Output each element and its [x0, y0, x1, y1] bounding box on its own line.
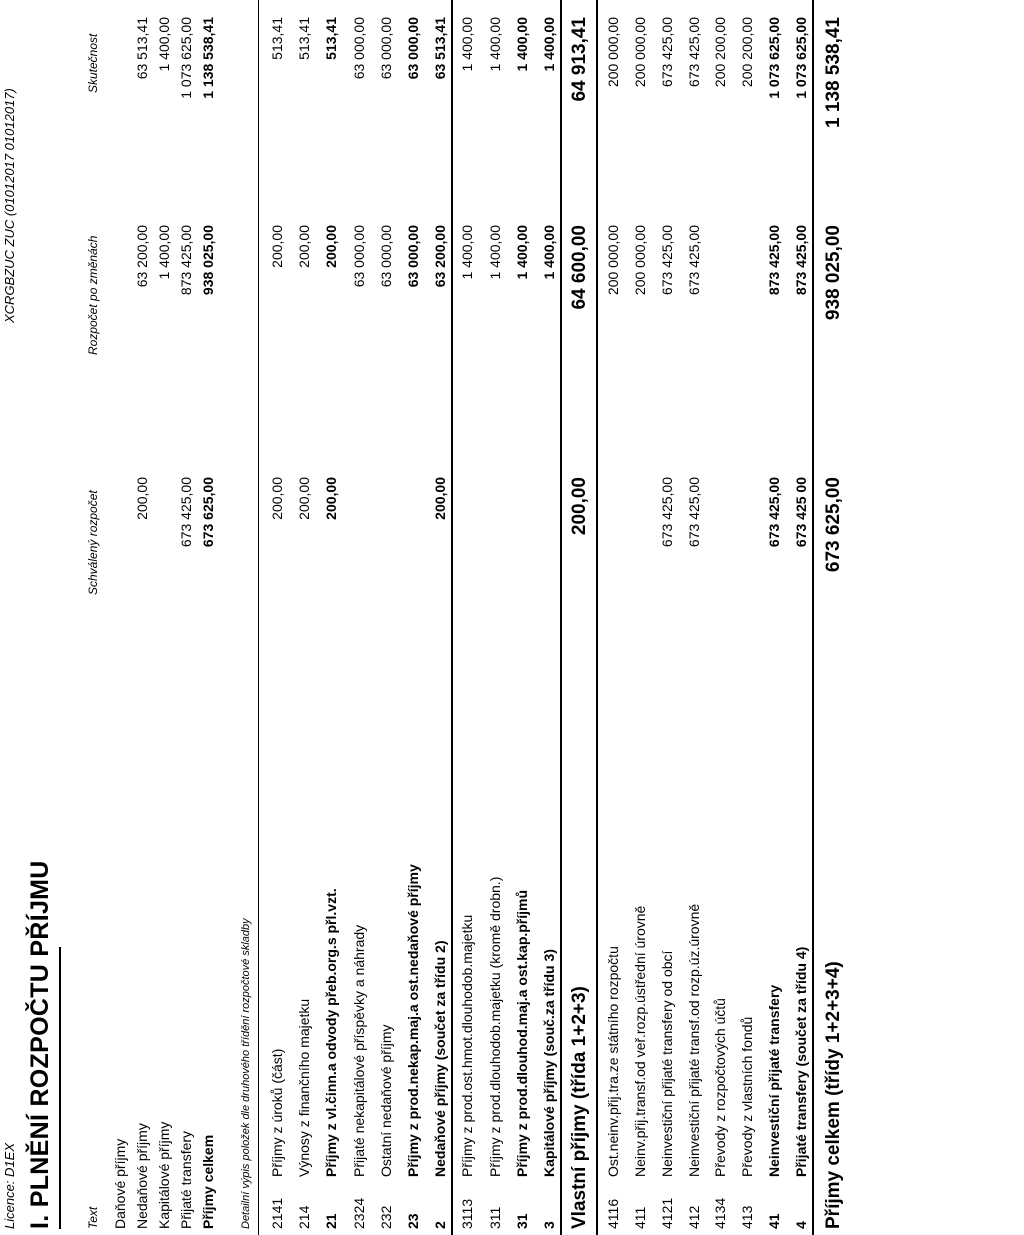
transfer-row: [627, 0, 653, 1235]
approved-value: 200,00: [432, 477, 449, 520]
item-code: 2: [432, 1221, 449, 1229]
actual-value: 673 425,00: [658, 17, 675, 88]
subtotal-rule: [451, 0, 453, 1235]
detail-row: [427, 0, 453, 1235]
actual-value: 1 073 625,00: [792, 17, 809, 99]
actual-value: 1 138 538,41: [200, 17, 216, 99]
item-label: Příjmy celkem (třídy 1+2+3+4): [822, 961, 844, 1229]
licence-label: Licence: D1EX: [2, 1143, 17, 1229]
report-id-label: XCRGBZUC ZUC (01012017 01012017): [2, 88, 17, 323]
item-label: Příjmy z prod.ost.hmot.dlouhodob.majetku: [459, 914, 476, 1177]
item-label: Převody z rozpočtových účtů: [712, 998, 729, 1177]
summary-row: [195, 0, 221, 1235]
after-changes-value: 63 000,00: [377, 225, 394, 288]
item-label: Kapitálové příjmy (souč.za třídu 3): [541, 949, 557, 1177]
item-code: 2324: [350, 1197, 367, 1229]
item-code: 21: [323, 1213, 340, 1229]
item-code: 2141: [269, 1197, 285, 1229]
detail-row: [509, 0, 535, 1235]
item-code: 412: [685, 1205, 702, 1229]
item-label: Daňové příjmy: [112, 1138, 128, 1229]
after-changes-value: 873 425,00: [178, 225, 194, 296]
own-income-row: [565, 0, 591, 1235]
actual-value: 513,41: [269, 17, 285, 60]
approved-value: 673 425,00: [658, 477, 675, 548]
detail-row: [454, 0, 480, 1235]
detail-row: [346, 0, 372, 1235]
actual-value: 200 200,00: [739, 17, 756, 88]
transfer-row: [707, 0, 733, 1235]
actual-value: 64 913,41: [569, 17, 591, 102]
approved-value: 673 425,00: [685, 477, 702, 548]
item-label: Neinvestiční přijaté transf.od rozp.úz.úrovně: [685, 903, 702, 1177]
approved-value: 200,00: [323, 477, 340, 520]
item-label: Kapitálové příjmy: [156, 1121, 172, 1229]
item-label: Příjmy z prod.dlouhod.maj.a ost.kap.příjmů: [513, 889, 530, 1177]
actual-value: 513,41: [323, 17, 340, 60]
detail-section-label: Detailní výpis položek dle druhového třídění rozpočtové skladby: [240, 918, 252, 1229]
approved-value: 200,00: [296, 477, 313, 520]
item-label: Vlastní příjmy (třída 1+2+3): [569, 986, 591, 1229]
transfer-row: [761, 0, 787, 1235]
after-changes-value: 1 400,00: [459, 225, 476, 280]
column-header-approved: Schválený rozpočet: [86, 490, 100, 595]
actual-value: 63 513,41: [432, 17, 449, 80]
approved-value: 673 425,00: [178, 477, 194, 548]
transfer-row: [788, 0, 814, 1235]
item-label: Přijaté nekapitálové příspěvky a náhrady: [350, 924, 367, 1177]
after-changes-value: 200 000,00: [605, 225, 622, 296]
grand-total-row: [819, 0, 845, 1235]
actual-value: 673 425,00: [685, 17, 702, 88]
detail-row: [291, 0, 317, 1235]
item-label: Výnosy z finančního majetku: [296, 998, 313, 1177]
after-changes-value: 873 425,00: [766, 225, 782, 296]
actual-value: 63 000,00: [350, 17, 367, 80]
actual-value: 200 200,00: [712, 17, 729, 88]
actual-value: 1 138 538,41: [822, 17, 844, 128]
item-label: Nedaňové příjmy (součet za třídu 2): [432, 940, 449, 1177]
item-label: Ostatní nedaňové příjmy: [377, 1024, 394, 1177]
actual-value: 1 073 625,00: [766, 17, 782, 99]
actual-value: 1 400,00: [541, 17, 557, 72]
column-header-after-changes: Rozpočet po změnách: [86, 235, 100, 355]
approved-value: 673 425 00: [792, 477, 809, 548]
item-label: Ost.neinv.přij.tra.ze státního rozpočtu: [605, 946, 622, 1177]
after-changes-value: 63 000,00: [405, 225, 421, 288]
item-code: 23: [405, 1213, 421, 1229]
after-changes-value: 673 425,00: [685, 225, 702, 296]
item-code: 4134: [712, 1197, 729, 1229]
detail-row: [264, 0, 290, 1235]
item-label: Nedaňové příjmy: [134, 1123, 150, 1229]
title-underline: [59, 947, 61, 1229]
item-code: 411: [632, 1206, 648, 1229]
approved-value: 673 625,00: [200, 477, 216, 548]
after-changes-value: 1 400,00: [541, 225, 557, 280]
item-label: Příjmy z prod.nekap.maj.a ost.nedaňové příjmy: [405, 864, 421, 1177]
approved-value: 200,00: [269, 477, 285, 520]
detail-row: [400, 0, 426, 1235]
transfer-row: [681, 0, 707, 1235]
item-label: Příjmy z vl.činn.a odvody přeb.org.s přl.vzt.: [323, 888, 340, 1177]
detail-top-rule: [258, 0, 259, 1235]
item-code: 4116: [605, 1198, 622, 1229]
approved-value: 200,00: [569, 477, 591, 536]
detail-row: [536, 0, 562, 1235]
item-label: Převody z vlastních fondů: [739, 1016, 756, 1177]
item-code: 413: [739, 1205, 756, 1229]
subtotal-rule: [812, 0, 814, 1235]
actual-value: 63 000,00: [377, 17, 394, 80]
after-changes-value: 873 425,00: [792, 225, 809, 296]
after-changes-value: 1 400,00: [513, 225, 530, 280]
item-label: Příjmy z úroků (část): [269, 1048, 285, 1177]
after-changes-value: 200,00: [269, 225, 285, 268]
actual-value: 1 073 625,00: [178, 17, 194, 99]
item-code: 31: [513, 1213, 530, 1229]
actual-value: 1 400,00: [486, 17, 503, 72]
item-code: 4: [792, 1221, 809, 1229]
item-label: Přijaté transfery: [178, 1130, 194, 1229]
column-header-text: Text: [86, 1206, 100, 1229]
item-label: Neinvestiční přijaté transfery od obcí: [658, 950, 675, 1177]
approved-value: 200,00: [134, 477, 150, 520]
after-changes-value: 63 200,00: [432, 225, 449, 288]
actual-value: 63 000,00: [405, 17, 421, 80]
actual-value: 1 400,00: [513, 17, 530, 72]
after-changes-value: 200,00: [296, 225, 313, 268]
after-changes-value: 1 400,00: [156, 225, 172, 280]
actual-value: 1 400,00: [156, 17, 172, 72]
item-code: 232: [377, 1205, 394, 1229]
after-changes-value: 63 000,00: [350, 225, 367, 288]
after-changes-value: 673 425,00: [658, 225, 675, 296]
item-label: Příjmy celkem: [200, 1134, 216, 1229]
detail-row: [482, 0, 508, 1235]
transfer-row: [600, 0, 626, 1235]
own-income-rule: [596, 0, 598, 1235]
actual-value: 200 000,00: [605, 17, 622, 88]
after-changes-value: 938 025,00: [200, 225, 216, 296]
approved-value: 673 425,00: [766, 477, 782, 548]
page-title: I. PLNĚNÍ ROZPOČTU PŘÍJMU: [26, 860, 54, 1229]
item-code: 214: [296, 1205, 313, 1229]
actual-value: 513,41: [296, 17, 313, 60]
item-label: Neinvestiční přijaté transfery: [766, 984, 782, 1177]
approved-value: 673 625,00: [822, 477, 844, 573]
after-changes-value: 63 200,00: [134, 225, 150, 288]
actual-value: 200 000,00: [632, 17, 648, 88]
column-header-actual: Skutečnost: [86, 33, 100, 93]
after-changes-value: 64 600,00: [569, 225, 591, 310]
item-code: 311: [486, 1206, 503, 1229]
item-code: 4121: [658, 1197, 675, 1229]
item-label: Přijaté transfery (součet za třídu 4): [792, 946, 809, 1177]
transfer-row: [734, 0, 760, 1235]
subtotal-rule: [560, 0, 562, 1235]
item-code: 41: [766, 1213, 782, 1229]
after-changes-value: 938 025,00: [822, 225, 844, 321]
item-label: Příjmy z prod.dlouhodob.majetku (kromě drobn.): [486, 876, 503, 1177]
item-label: Neinv.přij.transf.od veř.rozp.ústřední úrovně: [632, 905, 648, 1177]
transfer-row: [654, 0, 680, 1235]
actual-value: 63 513,41: [134, 17, 150, 80]
after-changes-value: 200 000,00: [632, 225, 648, 296]
actual-value: 1 400,00: [459, 17, 476, 72]
item-code: 3113: [459, 1198, 476, 1229]
detail-row: [373, 0, 399, 1235]
after-changes-value: 1 400,00: [486, 225, 503, 280]
detail-row: [318, 0, 344, 1235]
after-changes-value: 200,00: [323, 225, 340, 268]
item-code: 3: [541, 1221, 557, 1229]
